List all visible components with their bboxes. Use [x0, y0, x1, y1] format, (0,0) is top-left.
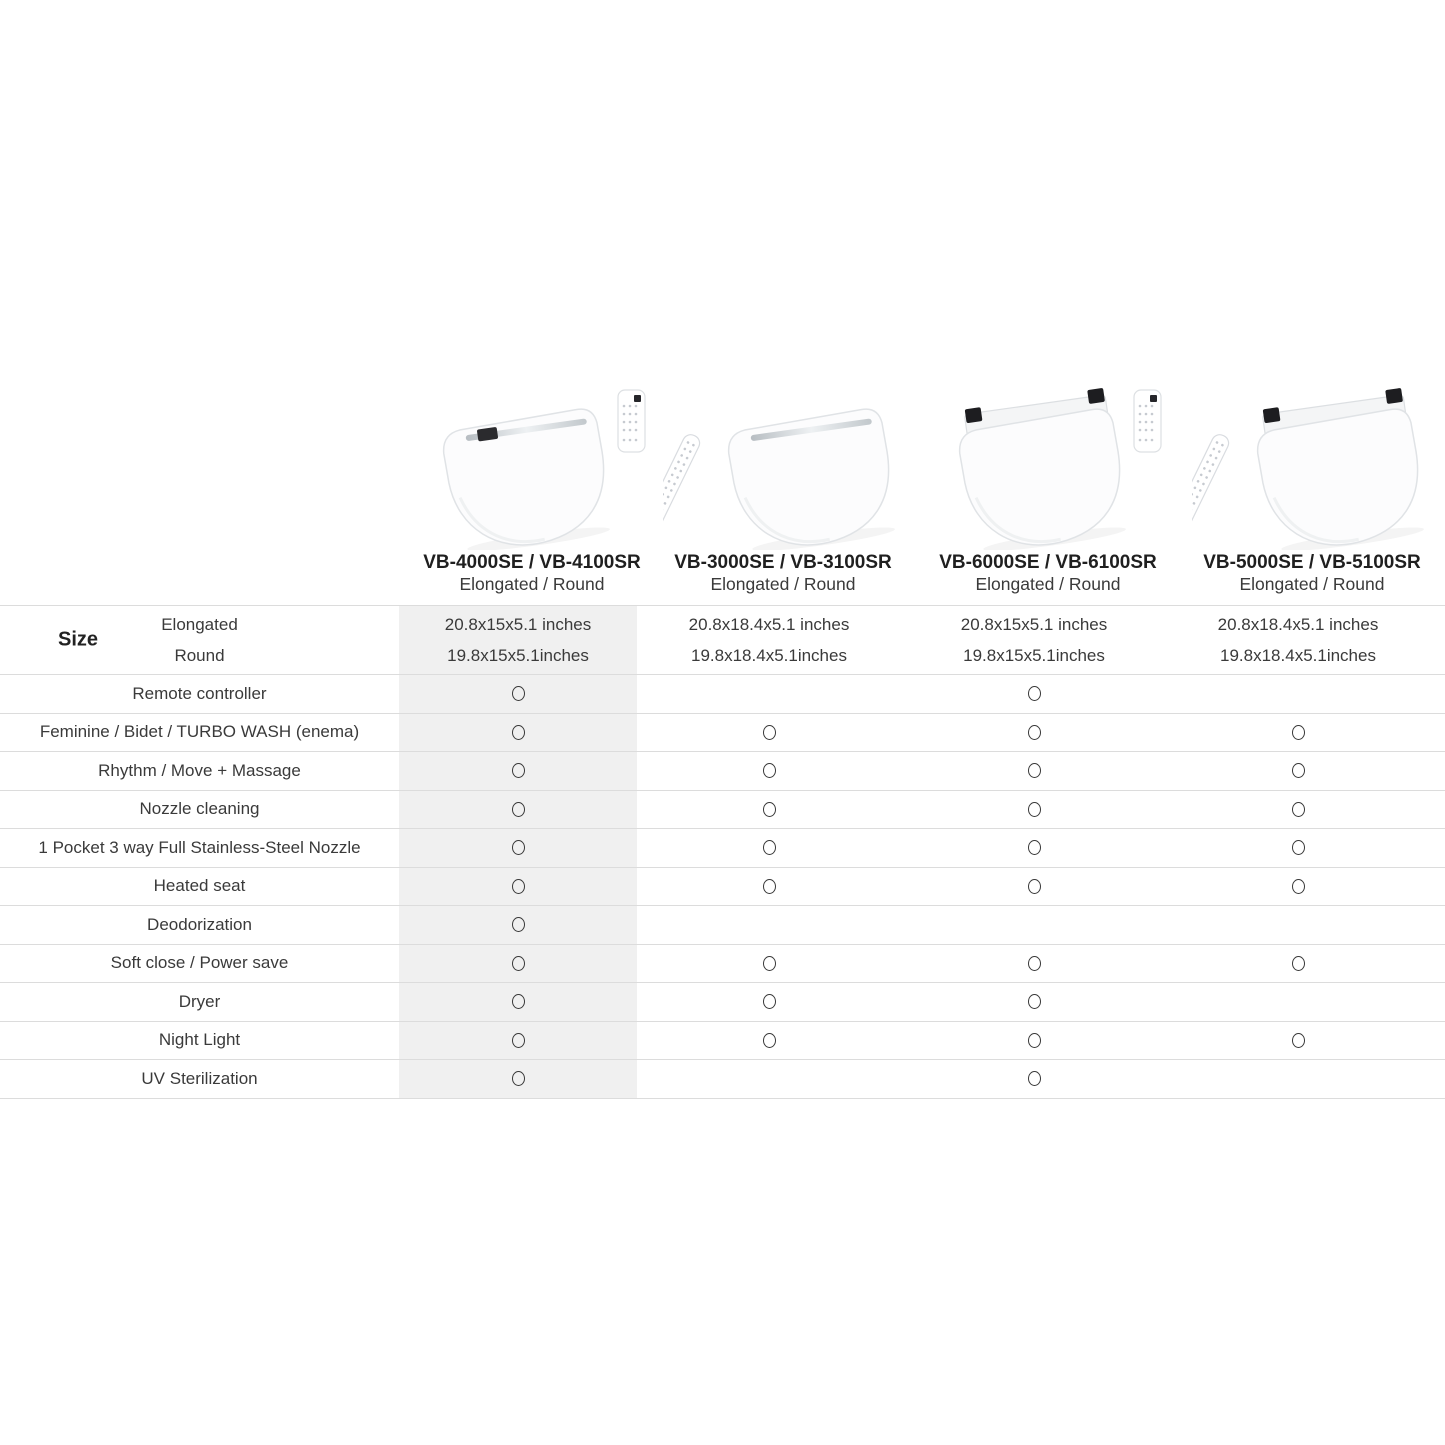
feature-label: Deodorization	[147, 914, 252, 934]
availability-mark	[512, 994, 525, 1009]
feature-row	[0, 674, 1445, 713]
size-elongated-value: 20.8x15x5.1 inches	[444, 615, 592, 634]
availability-mark	[1028, 686, 1041, 701]
product-image-vb3000	[663, 386, 903, 550]
feature-row	[0, 1021, 1445, 1060]
feature-row	[0, 751, 1445, 790]
availability-cell	[637, 868, 901, 906]
feature-label: Nozzle cleaning	[139, 799, 260, 819]
availability-cell	[1167, 829, 1429, 867]
size-elongated-value: 20.8x18.4x5.1 inches	[1217, 615, 1379, 634]
availability-mark	[512, 879, 525, 894]
availability-cell	[1167, 1022, 1429, 1060]
availability-cell	[1167, 983, 1429, 1021]
availability-mark	[1028, 840, 1041, 855]
availability-mark	[1292, 1033, 1305, 1048]
availability-cell	[399, 791, 637, 829]
availability-cell	[399, 868, 637, 906]
product-column-vb4000	[413, 386, 651, 595]
availability-cell	[637, 945, 901, 983]
feature-label: Remote controller	[132, 683, 267, 703]
feature-label: 1 Pocket 3 way Full Stainless-Steel Nozzle	[38, 837, 361, 857]
size-elongated-value: 20.8x18.4x5.1 inches	[688, 615, 850, 634]
availability-cell	[901, 945, 1167, 983]
availability-mark	[512, 763, 525, 778]
availability-cell	[399, 1022, 637, 1060]
availability-mark	[512, 956, 525, 971]
product-column-vb5000	[1181, 386, 1443, 595]
availability-mark	[512, 686, 525, 701]
availability-cell	[637, 714, 901, 752]
availability-cell	[637, 906, 901, 944]
size-value-cell	[637, 606, 901, 674]
availability-cell	[901, 1060, 1167, 1098]
availability-cell	[637, 1060, 901, 1098]
availability-cell	[399, 752, 637, 790]
availability-cell	[901, 906, 1167, 944]
header-spacer	[14, 386, 413, 595]
feature-row	[0, 867, 1445, 906]
availability-cell	[399, 714, 637, 752]
size-label: Size	[58, 628, 99, 651]
availability-mark	[763, 840, 776, 855]
availability-mark	[763, 956, 776, 971]
feature-row	[0, 982, 1445, 1021]
size-elongated-value: 20.8x15x5.1 inches	[960, 615, 1108, 634]
size-row-label-cell	[0, 606, 399, 674]
availability-cell	[901, 1022, 1167, 1060]
availability-mark	[1028, 1071, 1041, 1086]
availability-cell	[399, 945, 637, 983]
availability-cell	[1167, 906, 1429, 944]
availability-mark	[763, 725, 776, 740]
product-model: VB-6000SE / VB-6100SR	[939, 552, 1157, 573]
availability-cell	[399, 829, 637, 867]
availability-cell	[1167, 752, 1429, 790]
feature-row	[0, 713, 1445, 752]
bidet-seat-illustration	[663, 386, 903, 550]
availability-cell	[399, 983, 637, 1021]
comparison-table	[0, 605, 1445, 1099]
products-header	[14, 386, 1443, 595]
size-round-value: 19.8x18.4x5.1inches	[1220, 646, 1376, 665]
size-sublabel: Elongated	[161, 615, 238, 634]
availability-cell	[637, 675, 901, 713]
availability-mark	[763, 802, 776, 817]
availability-mark	[1028, 802, 1041, 817]
product-column-vb3000	[651, 386, 915, 595]
availability-mark	[1028, 725, 1041, 740]
availability-mark	[1028, 956, 1041, 971]
availability-mark	[512, 802, 525, 817]
availability-mark	[512, 840, 525, 855]
product-variant: Elongated / Round	[710, 574, 856, 594]
availability-mark	[1292, 725, 1305, 740]
availability-cell	[901, 752, 1167, 790]
size-row	[0, 605, 1445, 674]
availability-cell	[1167, 714, 1429, 752]
availability-mark	[763, 879, 776, 894]
availability-mark	[1028, 994, 1041, 1009]
availability-cell	[1167, 675, 1429, 713]
feature-label: Rhythm / Move + Massage	[98, 760, 301, 780]
product-image-vb5000	[1192, 386, 1432, 550]
bidet-seat-illustration	[1192, 386, 1432, 550]
availability-mark	[1028, 763, 1041, 778]
product-model: VB-5000SE / VB-5100SR	[1203, 552, 1421, 573]
availability-cell	[637, 983, 901, 1021]
availability-mark	[1028, 1033, 1041, 1048]
size-round-value: 19.8x18.4x5.1inches	[691, 646, 847, 665]
size-round-value: 19.8x15x5.1inches	[963, 646, 1105, 665]
availability-cell	[637, 791, 901, 829]
size-sublabel: Round	[174, 646, 225, 665]
availability-mark	[512, 725, 525, 740]
availability-cell	[1167, 791, 1429, 829]
feature-label: UV Sterilization	[141, 1068, 258, 1088]
availability-mark	[512, 1033, 525, 1048]
availability-mark	[1292, 763, 1305, 778]
bidet-seat-illustration	[412, 386, 652, 550]
product-image-vb4000	[412, 386, 652, 550]
product-variant: Elongated / Round	[459, 574, 605, 594]
feature-label: Feminine / Bidet / TURBO WASH (enema)	[39, 722, 360, 742]
availability-mark	[1292, 840, 1305, 855]
feature-row	[0, 905, 1445, 944]
size-value-cell	[901, 606, 1167, 674]
product-variant: Elongated / Round	[975, 574, 1121, 594]
feature-label: Night Light	[158, 1030, 241, 1050]
feature-row	[0, 790, 1445, 829]
feature-label: Dryer	[178, 991, 221, 1011]
availability-cell	[901, 675, 1167, 713]
availability-cell	[901, 714, 1167, 752]
availability-cell	[1167, 1060, 1429, 1098]
size-value-cell	[399, 606, 637, 674]
availability-cell	[901, 829, 1167, 867]
size-value-cell	[1167, 606, 1429, 674]
bidet-seat-illustration	[928, 386, 1168, 550]
product-image-vb6000	[928, 386, 1168, 550]
availability-cell	[399, 675, 637, 713]
availability-cell	[637, 829, 901, 867]
feature-label: Heated seat	[153, 876, 246, 896]
feature-row	[0, 828, 1445, 867]
availability-cell	[637, 1022, 901, 1060]
product-variant: Elongated / Round	[1239, 574, 1385, 594]
availability-mark	[763, 1033, 776, 1048]
availability-cell	[901, 983, 1167, 1021]
availability-mark	[1028, 879, 1041, 894]
feature-row	[0, 1059, 1445, 1099]
availability-cell	[1167, 945, 1429, 983]
availability-cell	[399, 1060, 637, 1098]
availability-cell	[399, 906, 637, 944]
availability-cell	[637, 752, 901, 790]
availability-mark	[512, 1071, 525, 1086]
product-model: VB-3000SE / VB-3100SR	[674, 552, 892, 573]
availability-mark	[763, 994, 776, 1009]
availability-mark	[1292, 879, 1305, 894]
feature-label: Soft close / Power save	[110, 953, 289, 973]
availability-cell	[1167, 868, 1429, 906]
size-round-value: 19.8x15x5.1inches	[447, 646, 589, 665]
availability-mark	[512, 917, 525, 932]
feature-row	[0, 944, 1445, 983]
availability-mark	[1292, 802, 1305, 817]
availability-cell	[901, 791, 1167, 829]
availability-cell	[901, 868, 1167, 906]
availability-mark	[1292, 956, 1305, 971]
availability-mark	[763, 763, 776, 778]
product-model: VB-4000SE / VB-4100SR	[423, 552, 641, 573]
product-column-vb6000	[915, 386, 1181, 595]
